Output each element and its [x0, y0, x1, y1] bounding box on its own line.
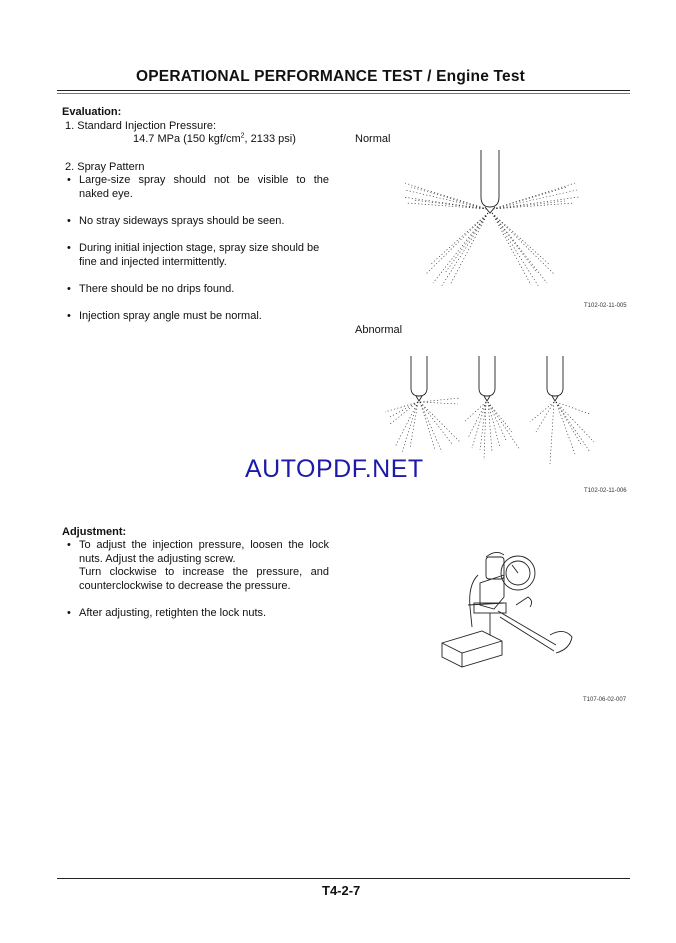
abnormal-figure-code: T102-02-11-006 — [584, 488, 627, 494]
evaluation-item2-label: 2. Spray Pattern — [65, 161, 145, 173]
injector-adjustment-figure — [438, 545, 578, 675]
adjustment-heading: Adjustment: — [62, 526, 127, 538]
footer-rule — [57, 878, 630, 879]
normal-spray-figure — [395, 145, 590, 295]
normal-figure-code: T102-02-11-005 — [584, 303, 627, 309]
page-title: OPERATIONAL PERFORMANCE TEST / Engine Test — [136, 68, 526, 85]
normal-label: Normal — [355, 133, 391, 145]
evaluation-item1-value: 14.7 MPa (150 kgf/$cm^2$, 2133 psi) — [133, 132, 296, 145]
evaluation-item1-label: 1. Standard Injection Pressure: — [65, 120, 217, 132]
header-rule — [57, 90, 630, 91]
header-rule-thin — [57, 93, 630, 94]
watermark: AUTOPDF.NET — [245, 455, 424, 483]
page-number: T4-2-7 — [322, 883, 361, 898]
adjustment-figure-code: T107-06-02-007 — [583, 697, 627, 703]
abnormal-label: Abnormal — [355, 324, 403, 336]
abnormal-spray-figure — [380, 352, 610, 470]
evaluation-heading: Evaluation: — [62, 106, 122, 118]
